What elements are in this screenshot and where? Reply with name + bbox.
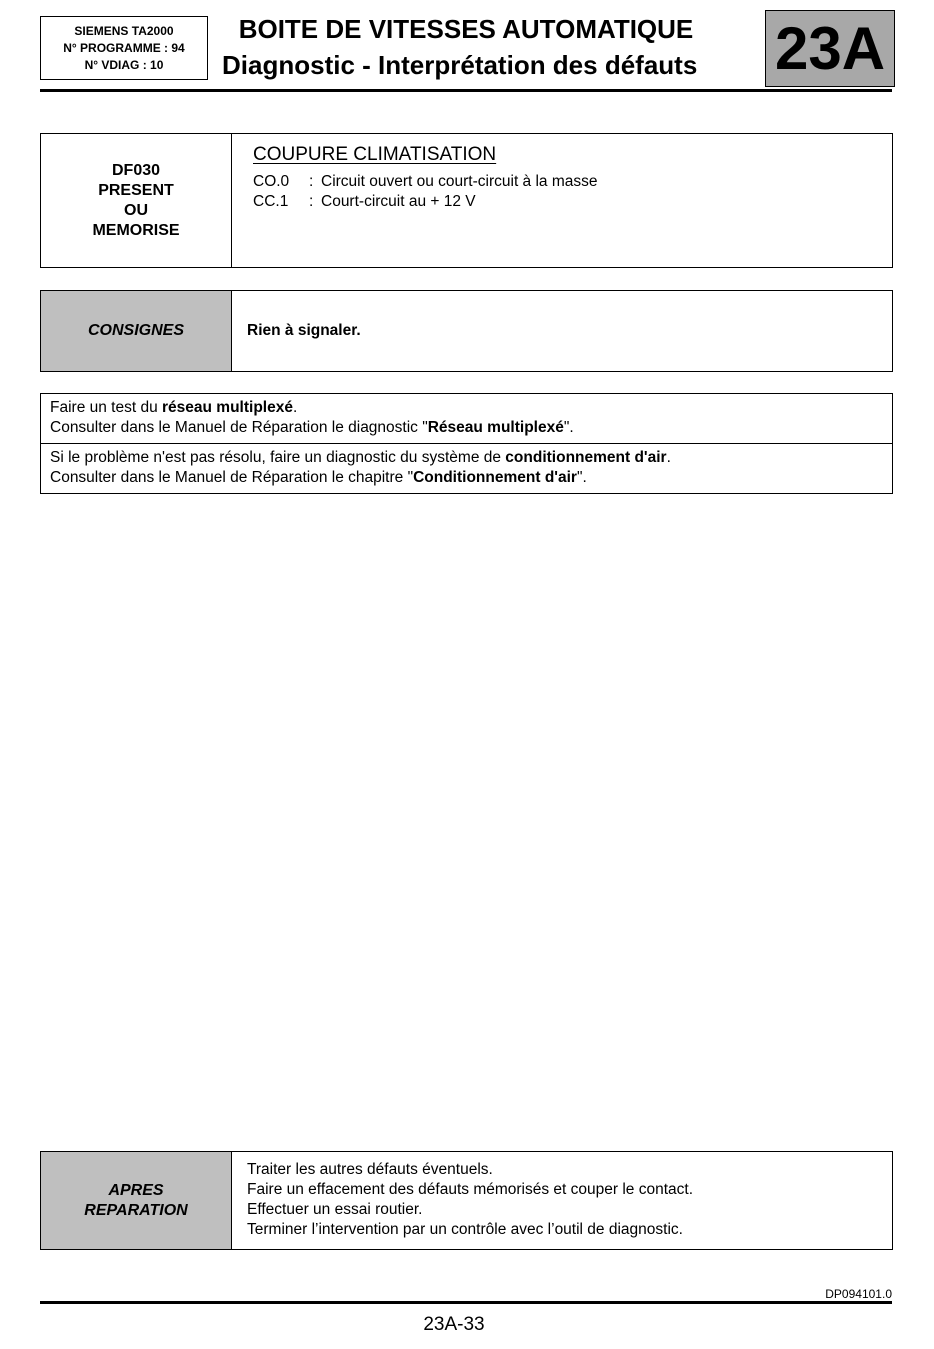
header-divider	[40, 89, 892, 92]
fault-details	[253, 144, 882, 212]
fault-code-row	[253, 192, 882, 212]
page-subtitle: Diagnostic - Interprétation des défauts	[222, 50, 698, 80]
id-line-system: SIEMENS TA2000	[74, 23, 174, 38]
separator: :	[309, 173, 314, 190]
text-segment: Faire un test du	[50, 399, 163, 416]
text-segment: Si le problème n'est pas résolu, faire un diagnostic du système de	[50, 449, 506, 466]
fault-box	[40, 133, 893, 268]
action-step	[41, 394, 892, 443]
action-line	[50, 468, 883, 488]
text-segment: .	[292, 399, 298, 416]
fault-subcode-desc: Circuit ouvert ou court-circuit à la masse	[321, 173, 598, 190]
bold-segment: conditionnement d'air	[505, 449, 667, 466]
text-segment: ".	[576, 469, 587, 486]
label-line: REPARATION	[84, 1201, 188, 1219]
fault-subcode-desc: Court-circuit au + 12 V	[321, 193, 476, 210]
action-line	[50, 448, 883, 468]
label-line: APRES	[108, 1181, 164, 1199]
id-line-vdiag: N° VDIAG : 10	[84, 57, 164, 72]
apres-step: Effectuer un essai routier.	[247, 1201, 423, 1218]
separator: :	[309, 193, 314, 210]
fault-status-line: OU	[124, 201, 148, 219]
action-line	[50, 418, 883, 438]
text-segment: Consulter dans le Manuel de Réparation le chapitre "	[50, 469, 414, 486]
consignes-label: CONSIGNES	[41, 291, 232, 371]
document-reference: DP094101.0	[825, 1287, 892, 1301]
apres-reparation-label	[41, 1152, 232, 1249]
fault-code: DF030	[111, 161, 161, 179]
fault-subcode: CO.0	[253, 173, 290, 190]
apres-step: Faire un effacement des défauts mémorisés et couper le contact.	[247, 1181, 694, 1198]
fault-status-line: PRESENT	[98, 181, 174, 199]
bold-segment: Conditionnement d'air	[413, 469, 577, 486]
action-steps-table	[40, 393, 893, 494]
bold-segment: Réseau multiplexé	[427, 419, 564, 436]
fault-subcode: CC.1	[253, 193, 289, 210]
fault-title: COUPURE CLIMATISATION	[253, 144, 497, 165]
id-line-program: N° PROGRAMME : 94	[63, 40, 185, 55]
text-segment: Consulter dans le Manuel de Réparation le diagnostic "	[50, 419, 428, 436]
vehicle-id-box	[40, 16, 208, 80]
footer-divider	[40, 1301, 892, 1304]
section-code-badge: 23A	[765, 10, 895, 87]
action-line	[50, 398, 883, 418]
apres-reparation-steps	[247, 1160, 693, 1240]
fault-code-row	[253, 172, 882, 192]
fault-status-line: MEMORISE	[92, 221, 180, 239]
text-segment: ".	[563, 419, 574, 436]
consignes-text: Rien à signaler.	[247, 322, 361, 339]
consignes-box	[40, 290, 893, 372]
text-segment: .	[666, 449, 671, 466]
apres-reparation-box	[40, 1151, 893, 1250]
fault-status	[41, 134, 232, 267]
page-number: 23A-33	[423, 1314, 485, 1335]
apres-step: Traiter les autres défauts éventuels.	[247, 1161, 493, 1178]
action-step	[41, 443, 892, 493]
bold-segment: réseau multiplexé	[162, 399, 293, 416]
apres-step: Terminer l’intervention par un contrôle avec l’outil de diagnostic.	[247, 1221, 683, 1238]
page-title: BOITE DE VITESSES AUTOMATIQUE	[238, 14, 694, 44]
